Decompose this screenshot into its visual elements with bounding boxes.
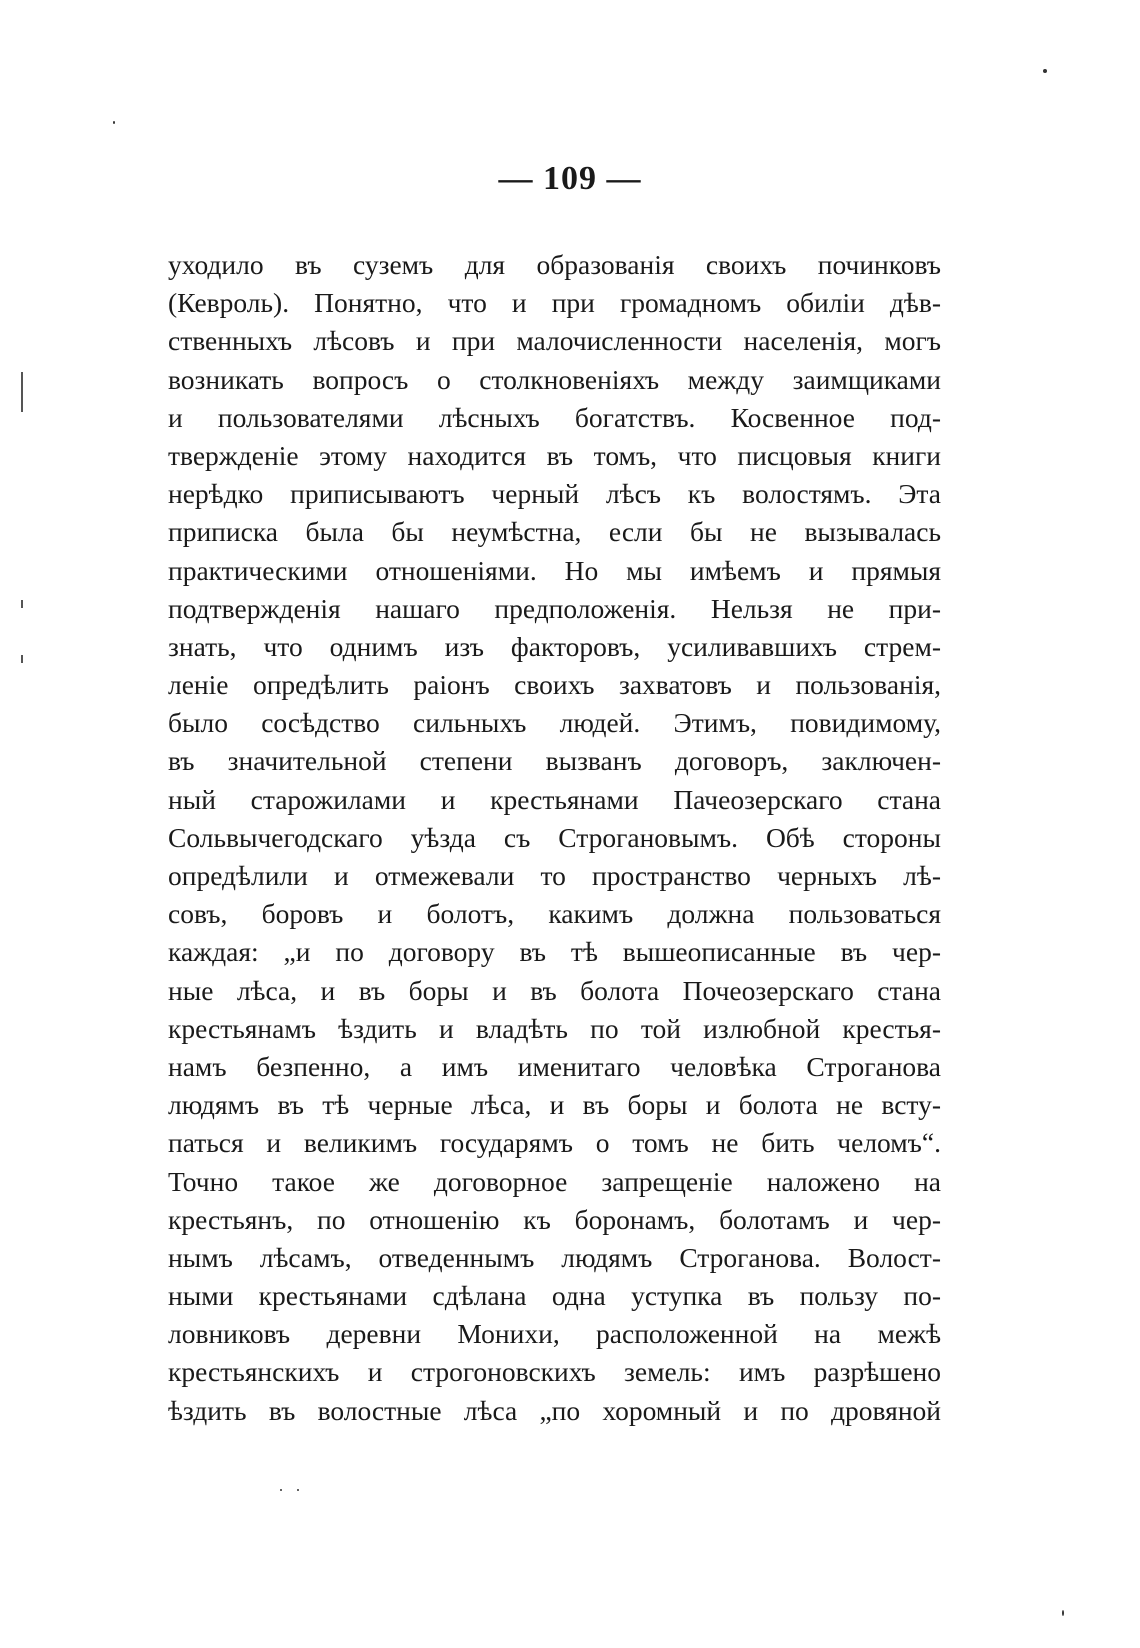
text-line: леніе опредѣлить раіонъ своихъ захватовъ и пользованія, [168,669,941,701]
scan-speck [113,121,115,124]
text-line: практическими отношеніями. Но мы имѣемъ и прямыя [168,554,941,586]
text-line: нерѣдко приписываютъ черный лѣсъ къ волостямъ. Эта [168,478,941,510]
page-number: — 109 — [498,160,642,197]
text-line: ные лѣса, и въ боры и въ болота Почеозерскаго стана [168,974,941,1006]
text-line: опредѣлили и отмежевали то пространство черныхъ лѣ- [168,860,941,891]
text-line: уходило въ суземъ для образованія своихъ починковъ [168,249,941,280]
text-line: совъ, боровъ и болотъ, какимъ должна пользоваться [168,898,941,930]
text-line: возникать вопросъ о столкновеніяхъ между заимщиками [168,363,941,395]
margin-mark [21,655,23,663]
scan-speck [1043,69,1047,73]
body-text [168,246,941,1430]
text-line: ѣздить въ волостные лѣса „по хоромный и по дровяной [168,1394,941,1426]
text-line: ными крестьянами сдѣлана одна уступка въ пользу по- [168,1280,941,1312]
text-line: ственныхъ лѣсовъ и при малочисленности населенія, могъ [168,325,941,357]
text-line: и пользователями лѣсныхъ богатствъ. Косвенное под- [168,401,941,433]
text-line: паться и великимъ государямъ о томъ не бить челомъ“. [168,1127,941,1159]
text-line: Точно такое же договорное запрещеніе наложено на [168,1165,941,1197]
text-line: приписка была бы неумѣстна, если бы не вызывалась [168,516,941,548]
scan-speck [297,1489,299,1491]
text-line: ный старожилами и крестьянами Пачеозерскаго стана [168,783,941,815]
text-line: твержденіе этому находится въ томъ, что писцовыя книги [168,439,941,471]
text-line: знать, что однимъ изъ факторовъ, усиливавшихъ стрем- [168,630,941,662]
text-line: въ значительной степени вызванъ договоръ, заключен- [168,745,941,777]
text-line: Сольвычегодскаго уѣзда съ Строгановымъ. Обѣ стороны [168,821,941,853]
text-line: ловниковъ деревни Монихи, расположенной на межѣ [168,1318,941,1350]
text-line: крестьянскихъ и строгоновскихъ земель: имъ разрѣшено [168,1356,941,1388]
text-line: людямъ въ тѣ черные лѣса, и въ боры и болота не всту- [168,1089,941,1121]
text-line: каждая: „и по договору въ тѣ вышеописанные въ чер- [168,936,941,968]
margin-mark [21,372,23,412]
text-line: нымъ лѣсамъ, отведеннымъ людямъ Строганова. Волост- [168,1241,941,1273]
text-line: (Кевроль). Понятно, что и при громадномъ обиліи дѣв- [168,287,941,319]
text-line: намъ безпенно, а имъ именитаго человѣка Строганова [168,1050,941,1082]
text-line: было сосѣдство сильныхъ людей. Этимъ, повидимому, [168,707,941,739]
scan-speck [280,1489,282,1491]
text-line: подтвержденія нашаго предположенія. Нельзя не при- [168,592,941,624]
text-line: крестьянамъ ѣздить и владѣть по той излюбной крестья- [168,1012,941,1044]
text-line: крестьянъ, по отношенію къ боронамъ, болотамъ и чер- [168,1203,941,1235]
scan-speck [1062,1610,1064,1616]
margin-mark [21,600,23,608]
